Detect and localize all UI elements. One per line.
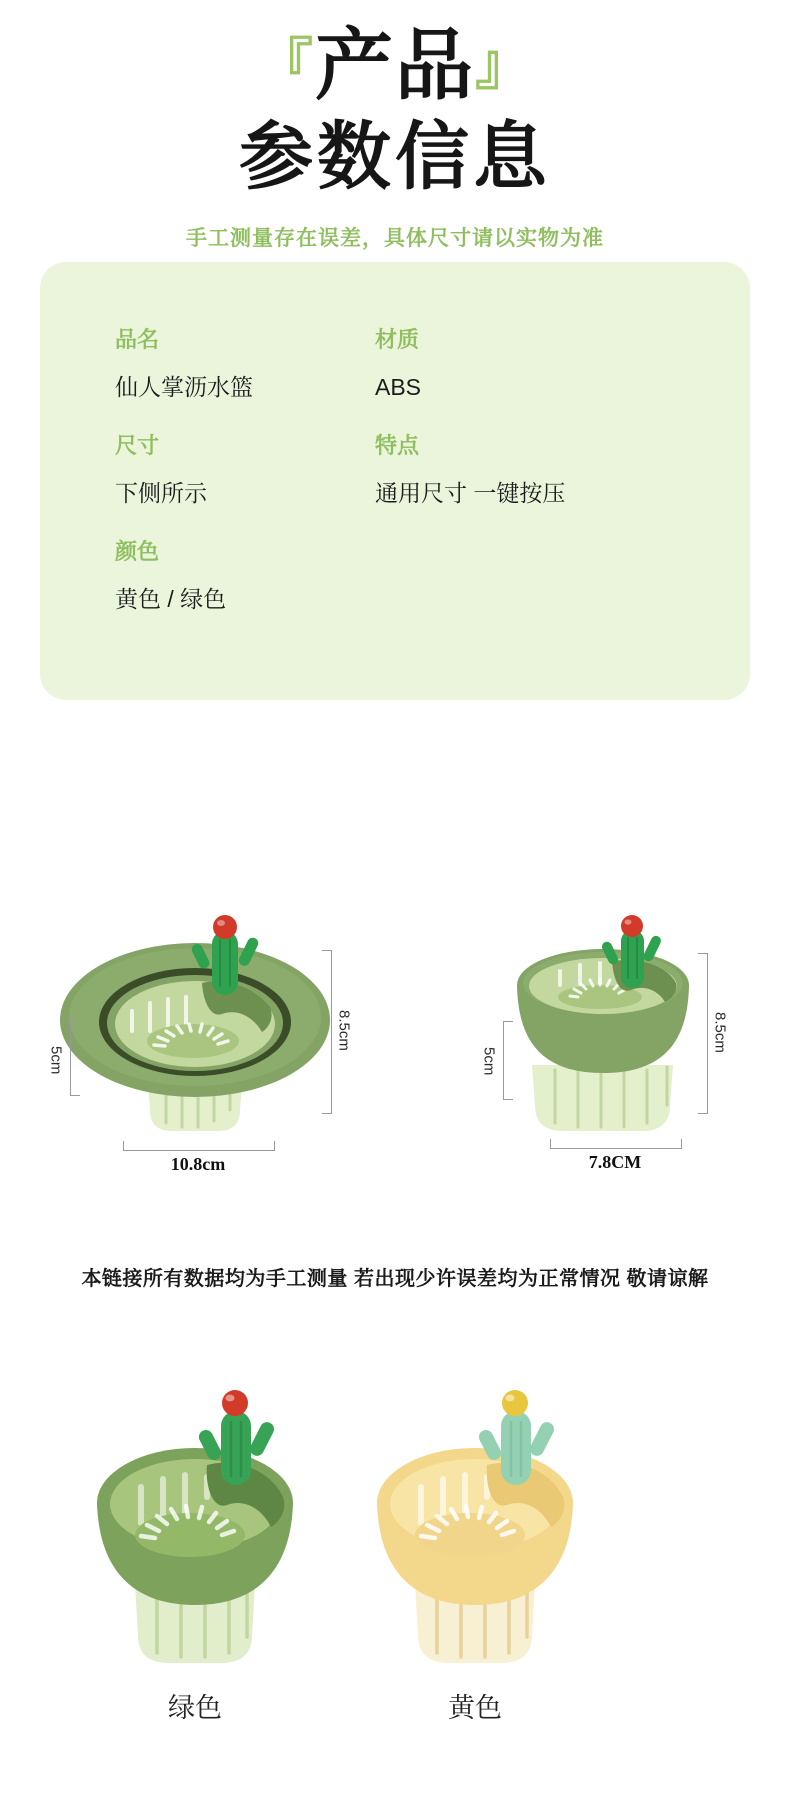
variant-label-green: 绿色 (168, 1693, 222, 1723)
spec-value-feature: 通用尺寸 一键按压 (375, 480, 566, 506)
spec-column-left (115, 328, 253, 612)
title-bracket-close: 』 (475, 33, 533, 96)
spec-label-size: 尺寸 (115, 433, 160, 458)
dim-bracket-bottom-1 (123, 1141, 275, 1151)
spec-column-right (375, 328, 565, 506)
dim-bracket-right-2 (698, 953, 708, 1114)
spec-label-color: 颜色 (115, 539, 160, 564)
spec-label-name: 品名 (115, 327, 160, 352)
dim-bracket-bottom-2 (550, 1139, 682, 1149)
page-title-line2: 参数信息 (239, 115, 551, 198)
subtitle: 手工测量存在误差，具体尺寸请以实物为准 (186, 227, 604, 250)
dim-height-left-2: 5cm (480, 1047, 498, 1076)
dim-height-right-2: 8.5cm (711, 1011, 729, 1053)
product-image-yellow-variant (365, 1385, 585, 1675)
dim-height-right-1: 8.5cm (335, 1009, 353, 1051)
dim-height-left-1: 5cm (47, 1045, 65, 1075)
dim-bracket-left-2 (503, 1021, 513, 1100)
drain-cup (532, 1065, 673, 1131)
spec-value-material: ABS (375, 374, 422, 400)
title-word: 产品 (314, 21, 475, 109)
product-image-top-view (50, 905, 340, 1140)
product-image-side-view (510, 905, 695, 1140)
spec-value-size: 下侧所示 (115, 480, 207, 506)
page-title-line1 (0, 22, 790, 116)
spec-value-name: 仙人掌沥水篮 (115, 374, 253, 400)
spec-label-material: 材质 (375, 327, 420, 352)
dim-bracket-left-1 (70, 1018, 80, 1096)
title-bracket-open: 『 (256, 33, 315, 96)
spec-value-color: 黄色 / 绿色 (115, 586, 227, 612)
spec-label-feature: 特点 (375, 433, 420, 458)
spec-card (40, 262, 750, 700)
header (0, 22, 790, 252)
dim-bracket-right-1 (322, 950, 332, 1114)
variant-label-yellow: 黄色 (448, 1693, 502, 1723)
dim-width-bottom-1: 10.8cm (170, 1154, 226, 1174)
product-image-green-variant (85, 1385, 305, 1675)
dim-width-bottom-2: 7.8CM (588, 1152, 642, 1172)
disclaimer: 本链接所有数据均为手工测量 若出现少许误差均为正常情况 敬请谅解 (81, 1268, 709, 1290)
